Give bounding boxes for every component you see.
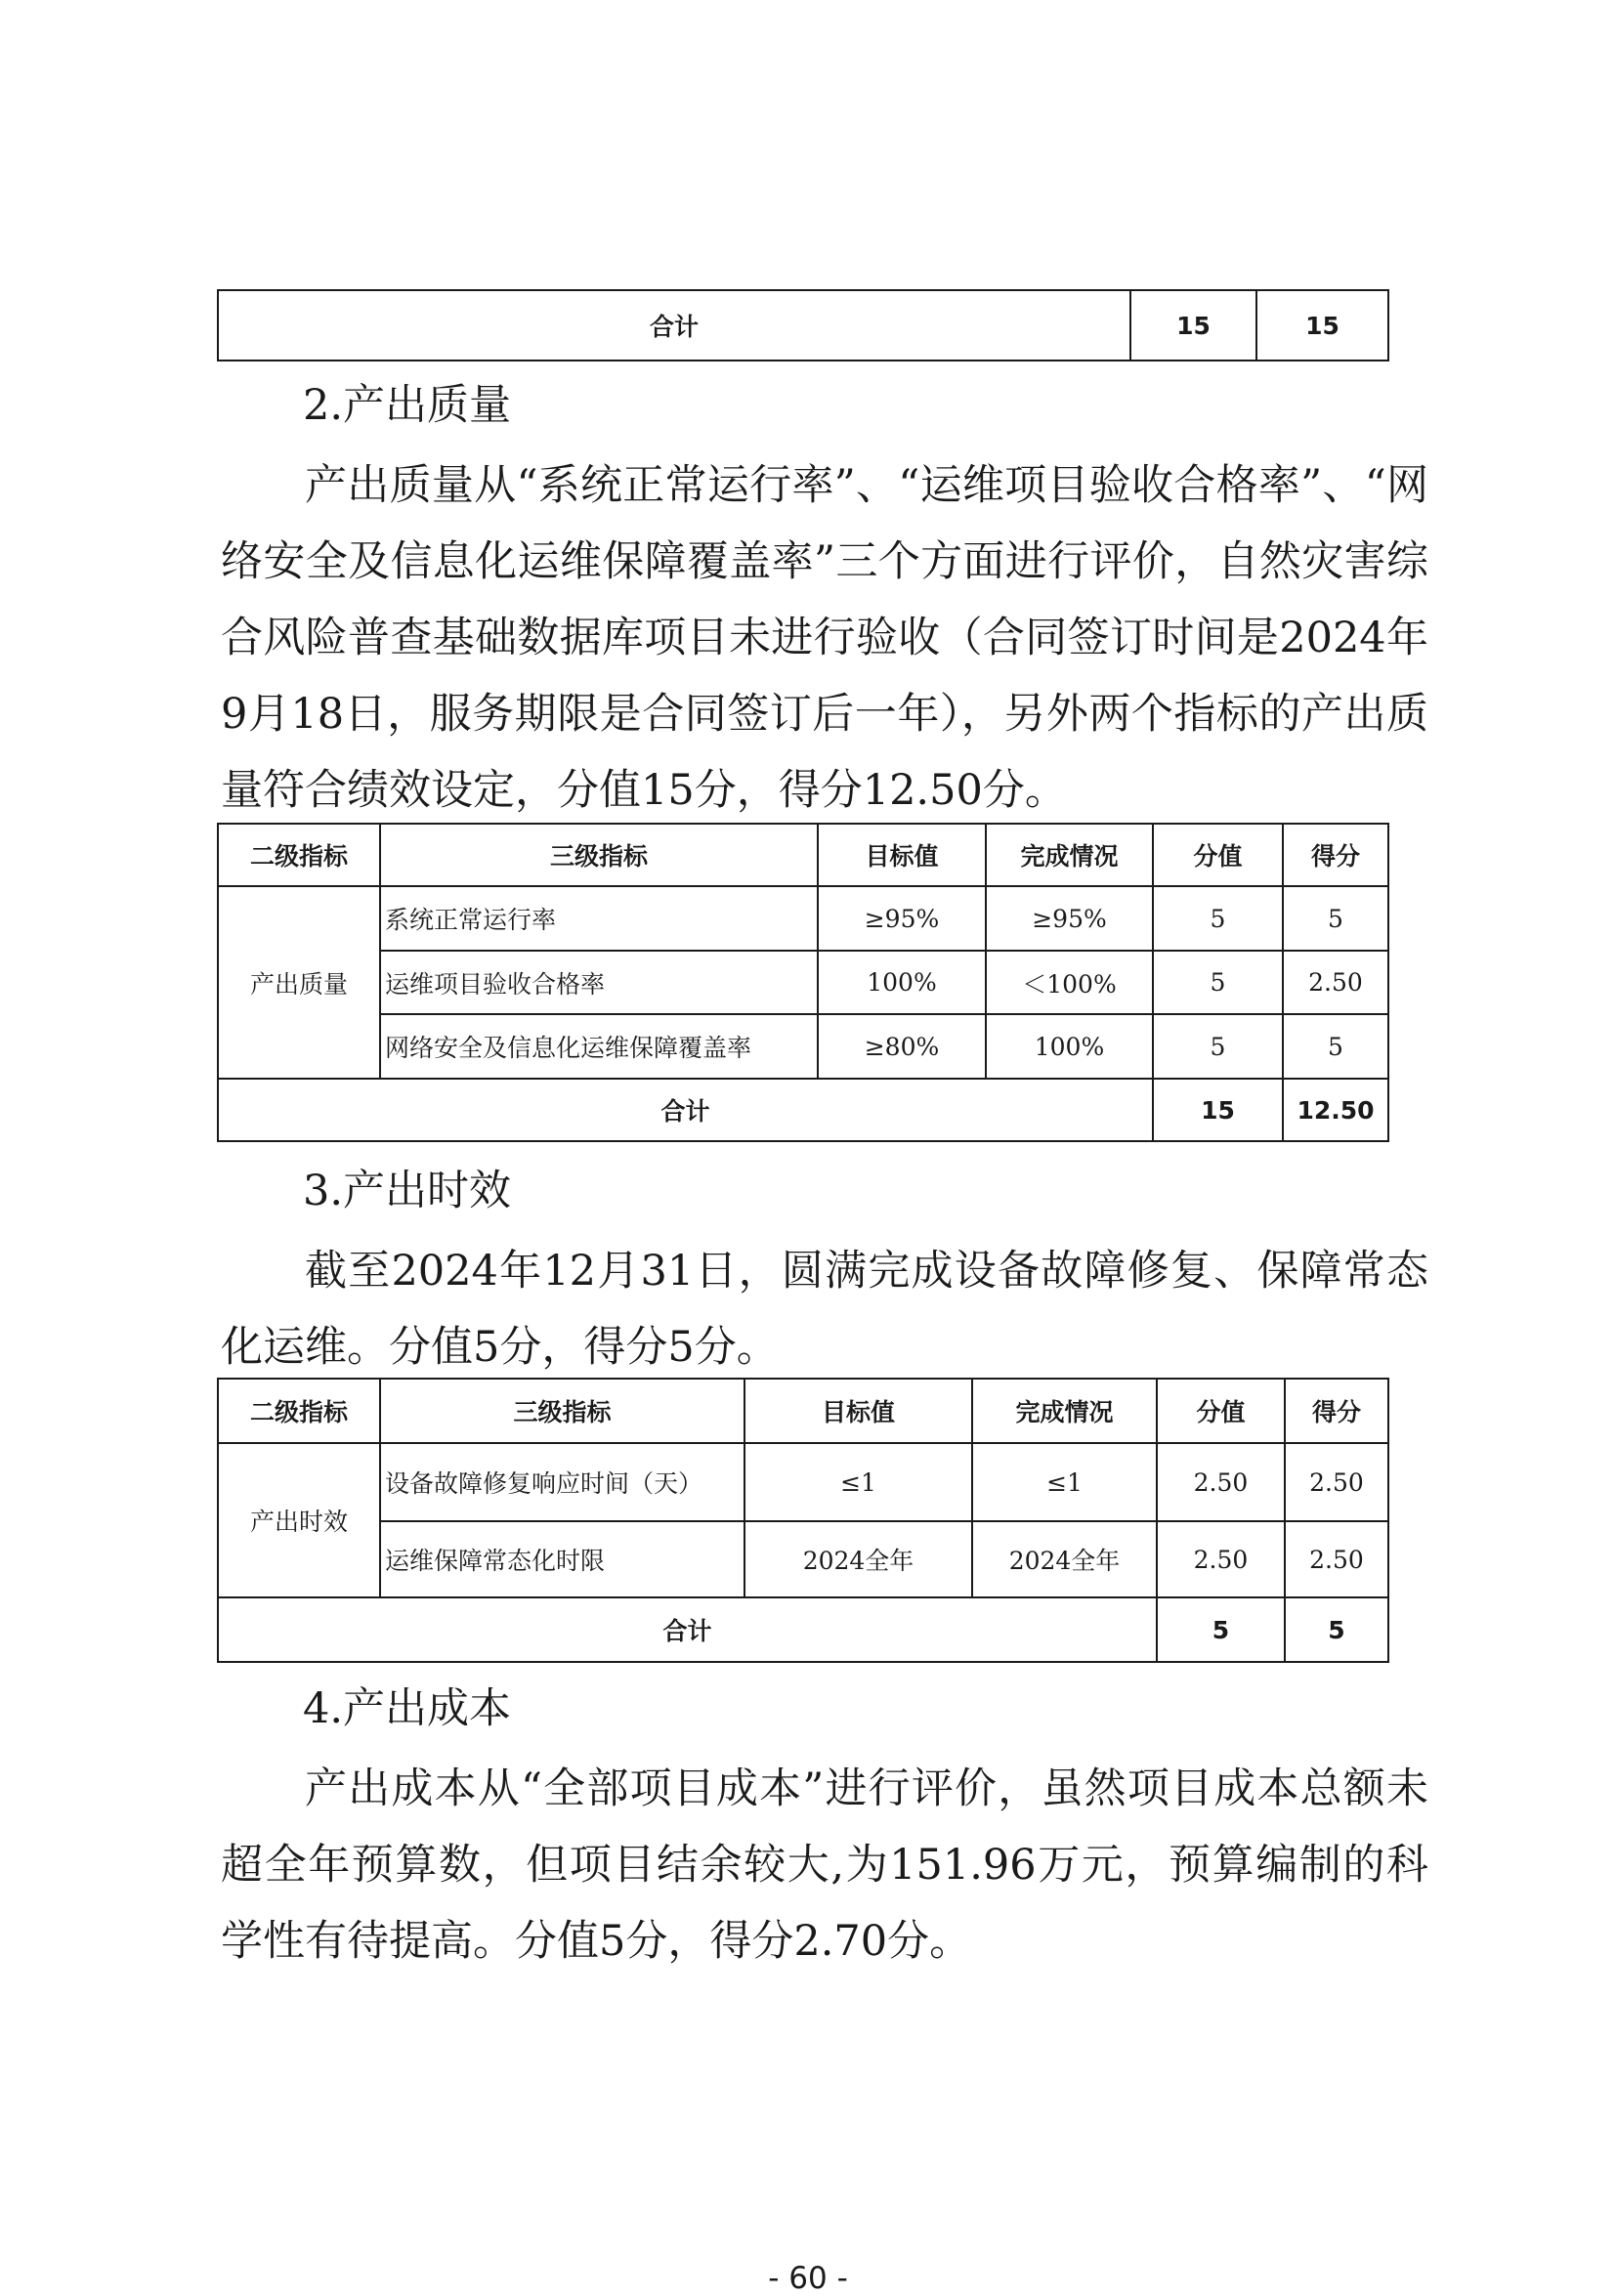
indicator-cell: 网络安全及信息化运维保障覆盖率 [380,1014,818,1079]
col-header: 完成情况 [972,1379,1157,1443]
section-heading-output-timeliness: 3.产出时效 [303,1167,512,1215]
actual-cell: ＜100% [986,951,1153,1014]
actual-cell: ≤1 [972,1443,1157,1521]
table-total-row [218,1079,1388,1141]
got-cell: 5 [1283,1014,1388,1079]
table-row [218,1443,1388,1521]
paragraph-output-cost: 产出成本从“全部项目成本”进行评价，虽然项目成本总额未超全年预算数，但项目结余较大,为151.96万元，预算编制的科学性有待提高。分值5分，得分2.70分。 [221,1765,1428,1966]
total-got: 5 [1285,1597,1388,1662]
score-cell: 5 [1153,951,1283,1014]
indicator-cell: 运维项目验收合格率 [380,951,818,1014]
got-cell: 2.50 [1285,1521,1388,1597]
total-got: 12.50 [1283,1079,1388,1141]
target-cell: ≥95% [818,886,986,951]
indicator-cell: 设备故障修复响应时间（天） [380,1443,744,1521]
actual-cell: 100% [986,1014,1153,1079]
col-header: 得分 [1283,824,1388,886]
total-score: 5 [1157,1597,1285,1662]
table-header-row [218,824,1388,886]
target-cell: ≥80% [818,1014,986,1079]
got-cell: 5 [1283,886,1388,951]
table-total-row [218,1597,1388,1662]
score-table-fragment [217,289,1389,361]
col-header: 分值 [1153,824,1283,886]
col-header: 二级指标 [218,1379,380,1443]
got-cell: 2.50 [1283,951,1388,1014]
actual-cell: ≥95% [986,886,1153,951]
output-timeliness-table [217,1378,1389,1663]
table-header-row [218,1379,1388,1443]
indicator-cell: 系统正常运行率 [380,886,818,951]
output-quality-table [217,823,1389,1142]
category-cell: 产出质量 [218,886,380,1079]
table-row [218,951,1388,1014]
score-cell: 2.50 [1157,1443,1285,1521]
col-header: 目标值 [744,1379,972,1443]
col-header: 分值 [1157,1379,1285,1443]
table-row [218,1014,1388,1079]
total-score: 15 [1153,1079,1283,1141]
score-cell: 2.50 [1157,1521,1285,1597]
col-header: 目标值 [818,824,986,886]
score-cell: 5 [1153,1014,1283,1079]
total-label: 合计 [218,290,1130,361]
table-row [218,886,1388,951]
col-header: 三级指标 [380,824,818,886]
total-label: 合计 [218,1079,1153,1141]
col-header: 完成情况 [986,824,1153,886]
section-heading-output-quality: 2.产出质量 [303,381,512,430]
target-cell: ≤1 [744,1443,972,1521]
score-cell: 5 [1153,886,1283,951]
col-header: 三级指标 [380,1379,744,1443]
paragraph-output-timeliness: 截至2024年12月31日，圆满完成设备故障修复、保障常态化运维。分值5分，得分5分。 [221,1247,1428,1372]
indicator-cell: 运维保障常态化时限 [380,1521,744,1597]
total-got: 15 [1256,290,1388,361]
got-cell: 2.50 [1285,1443,1388,1521]
category-cell: 产出时效 [218,1443,380,1597]
col-header: 得分 [1285,1379,1388,1443]
page-number: - 60 - [768,2261,848,2296]
total-score: 15 [1130,290,1256,361]
target-cell: 100% [818,951,986,1014]
total-label: 合计 [218,1597,1157,1662]
actual-cell: 2024全年 [972,1521,1157,1597]
table-row [218,1521,1388,1597]
section-heading-output-cost: 4.产出成本 [303,1684,512,1733]
col-header: 二级指标 [218,824,380,886]
target-cell: 2024全年 [744,1521,972,1597]
paragraph-output-quality: 产出质量从“系统正常运行率”、“运维项目验收合格率”、“网络安全及信息化运维保障覆盖率”三个方面进行评价，自然灾害综合风险普查基础数据库项目未进行验收（合同签订时间是2024年9月18日，服务期限是合同签订后一年），另外两个指标的产出质量符合绩效设定，分值15分，得分12.50分。 [221,461,1428,815]
